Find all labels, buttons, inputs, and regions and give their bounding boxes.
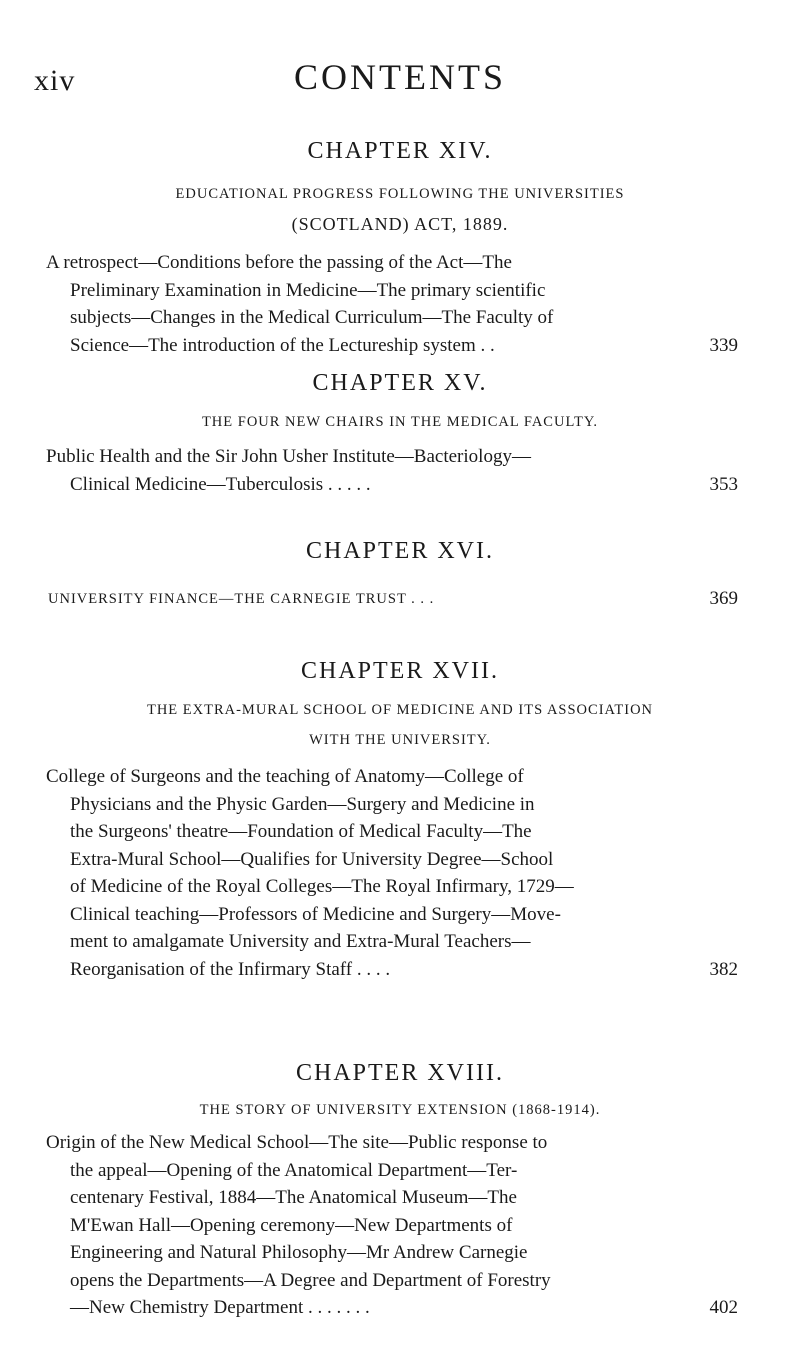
summary-line: —New Chemistry Department . . . . . . . — [70, 1297, 370, 1318]
chapter-subtitle — [0, 695, 800, 755]
summary-line: Clinical teaching—Professors of Medicine and Surgery—Move- — [70, 903, 561, 925]
summary-line: Clinical Medicine—Tuberculosis . . . . . — [70, 473, 371, 495]
summary-line: subjects—Changes in the Medical Curriculum—The Faculty of — [70, 307, 554, 328]
summary-line: of Medicine of the Royal Colleges—The Royal Infirmary, 1729— — [70, 876, 574, 897]
summary-line: centenary Festival, 1884—The Anatomical Museum—The — [70, 1187, 517, 1208]
subtitle-line: THE FOUR NEW CHAIRS IN THE MEDICAL FACULTY. — [201, 414, 599, 430]
subtitle-line: WITH THE UNIVERSITY. — [309, 732, 491, 748]
summary-line: Origin of the New Medical School—The site—Public response to — [46, 1132, 548, 1153]
summary-line: Reorganisation of the Infirmary Staff . . . . — [70, 958, 391, 980]
page-number: xiv — [34, 64, 76, 97]
chapter-summary — [46, 763, 738, 983]
summary-line: ment to amalgamate University and Extra-Mural Teachers— — [70, 931, 531, 952]
running-head: CONTENTS — [294, 57, 506, 97]
summary-line: Public Health and the Sir John Usher Institute—Bacteriology— — [46, 446, 531, 467]
chapter-title: CHAPTER XVII. — [301, 658, 499, 684]
summary-line: the appeal—Opening of the Anatomical Department—Ter- — [70, 1159, 518, 1181]
summary-line: Extra-Mural School—Qualifies for University Degree—School — [70, 848, 554, 870]
chapter-summary — [46, 249, 738, 359]
page-reference: 382 — [709, 958, 738, 980]
summary-line: Physicians and the Physic Garden—Surgery and Medicine in — [70, 793, 535, 815]
chapter-xviii — [0, 1060, 800, 1322]
summary-line: Preliminary Examination in Medicine—The primary scientific — [70, 279, 546, 301]
subtitle-line: THE EXTRA-MURAL SCHOOL OF MEDICINE AND ITS ASSOCIATION — [146, 702, 654, 718]
chapter-summary — [46, 1129, 738, 1322]
chapter-subtitle-row — [48, 587, 738, 611]
subtitle-line: (SCOTLAND) ACT, 1889. — [291, 214, 509, 234]
summary-line: opens the Departments—A Degree and Department of Forestry — [70, 1269, 551, 1291]
chapter-xvi — [0, 538, 800, 611]
chapter-title: CHAPTER XVI. — [305, 538, 494, 564]
summary-line: Science—The introduction of the Lectureship system . . — [70, 334, 495, 356]
summary-line: the Surgeons' theatre—Foundation of Medical Faculty—The — [70, 821, 532, 842]
chapter-xvii — [0, 658, 800, 983]
subtitle-line: EDUCATIONAL PROGRESS FOLLOWING THE UNIVERSITIES — [175, 186, 625, 202]
chapter-subtitle — [0, 179, 800, 239]
summary-line: College of Surgeons and the teaching of Anatomy—College of — [46, 766, 524, 787]
page-reference: 339 — [709, 334, 738, 356]
page-reference: 353 — [709, 473, 738, 495]
chapter-xv — [0, 370, 800, 498]
subtitle-line: THE STORY OF UNIVERSITY EXTENSION (1868-1914). — [199, 1102, 601, 1118]
chapter-summary — [46, 443, 738, 498]
subtitle-line: UNIVERSITY FINANCE—THE CARNEGIE TRUST . . . — [48, 591, 435, 607]
chapter-xiv — [0, 138, 800, 359]
page-header — [0, 54, 800, 104]
chapter-subtitle — [0, 407, 800, 437]
chapter-title: CHAPTER XV. — [312, 370, 488, 396]
chapter-subtitle — [0, 1095, 800, 1125]
summary-line: A retrospect—Conditions before the passing of the Act—The — [46, 252, 512, 273]
chapter-title: CHAPTER XIV. — [307, 138, 493, 164]
page-reference: 369 — [709, 588, 738, 609]
page-reference: 402 — [709, 1297, 738, 1318]
summary-line: M'Ewan Hall—Opening ceremony—New Departments of — [70, 1214, 513, 1236]
chapter-title: CHAPTER XVIII. — [296, 1060, 504, 1086]
summary-line: Engineering and Natural Philosophy—Mr Andrew Carnegie — [70, 1242, 528, 1263]
